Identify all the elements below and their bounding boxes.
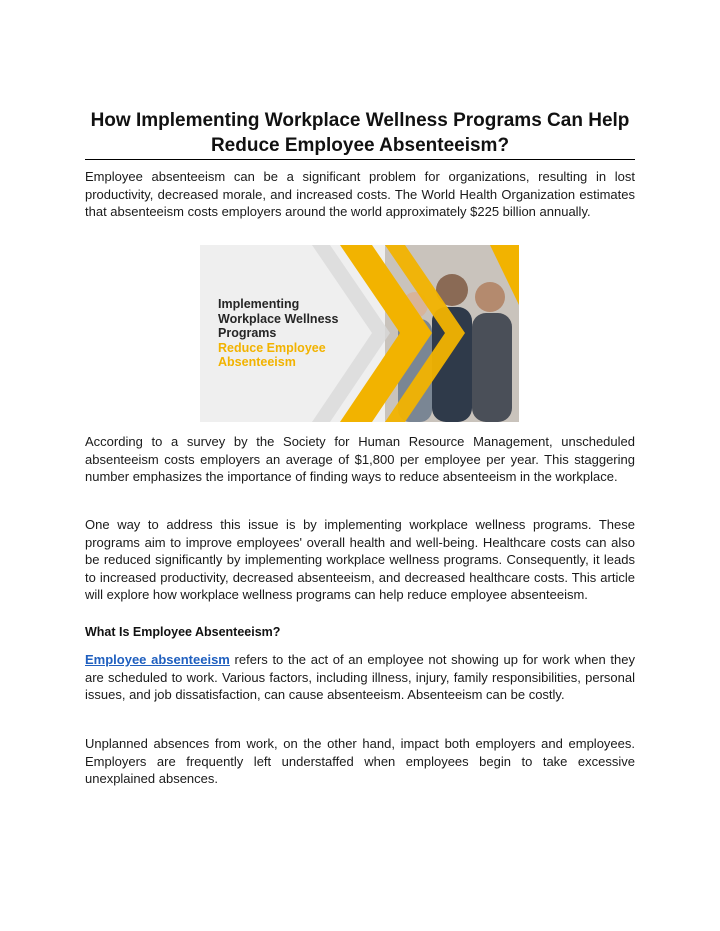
- unplanned-paragraph: Unplanned absences from work, on the other hand, impact both employers and employees. Employers are frequently left understaffed when employees begin to take excessive unexplained absences.: [85, 736, 635, 787]
- hero-line-5: Absenteeism: [218, 355, 296, 369]
- hero-line-2: Workplace Wellness: [218, 311, 339, 326]
- page-title: [85, 108, 635, 158]
- intro-paragraph: Employee absenteeism can be a significant problem for organizations, resulting in lost productivity, decreased morale, and increased costs. The World Health Organization estimates that absenteeism costs employers around the world approximately $225 billion annually.: [85, 169, 635, 220]
- employee-absenteeism-link[interactable]: Employee absenteeism: [85, 652, 230, 667]
- title-divider: [85, 159, 635, 160]
- survey-paragraph: According to a survey by the Society for Human Resource Management, unscheduled absenteeism costs employers an average of $1,800 per employee per year. This staggering number emphasizes the importance of finding ways to reduce absenteeism in the workplace.: [85, 434, 635, 485]
- hero-line-4: Reduce Employee: [218, 340, 326, 355]
- section-heading: What Is Employee Absenteeism?: [85, 625, 281, 639]
- title-line-2: Reduce Employee Absenteeism?: [210, 135, 510, 156]
- title-line-1: How Implementing Workplace Wellness Programs Can Help: [90, 110, 630, 131]
- hero-line-1: Implementing: [218, 297, 300, 311]
- hero-line-3: Programs: [218, 326, 277, 340]
- hero-text: [218, 297, 338, 370]
- hero-image: [200, 245, 519, 422]
- programs-paragraph: One way to address this issue is by implementing workplace wellness programs. These programs aim to improve employees' overall health and well-being. Healthcare costs can also be reduced significantly by implementing workplace wellness programs. Consequently, it leads to increased productivity, decreased absenteeism, and decreased healthcare costs. This article will explore how workplace wellness programs can help reduce employee absenteeism.: [85, 517, 635, 603]
- definition-text: refers to the act of an employee not showing up for work when they are scheduled to work. Various factors, including illness, injury, family responsibilities, personal issues, and job dissatisfaction, can cause absenteeism. Absenteeism can be costly.: [85, 652, 635, 703]
- definition-paragraph: [85, 651, 635, 704]
